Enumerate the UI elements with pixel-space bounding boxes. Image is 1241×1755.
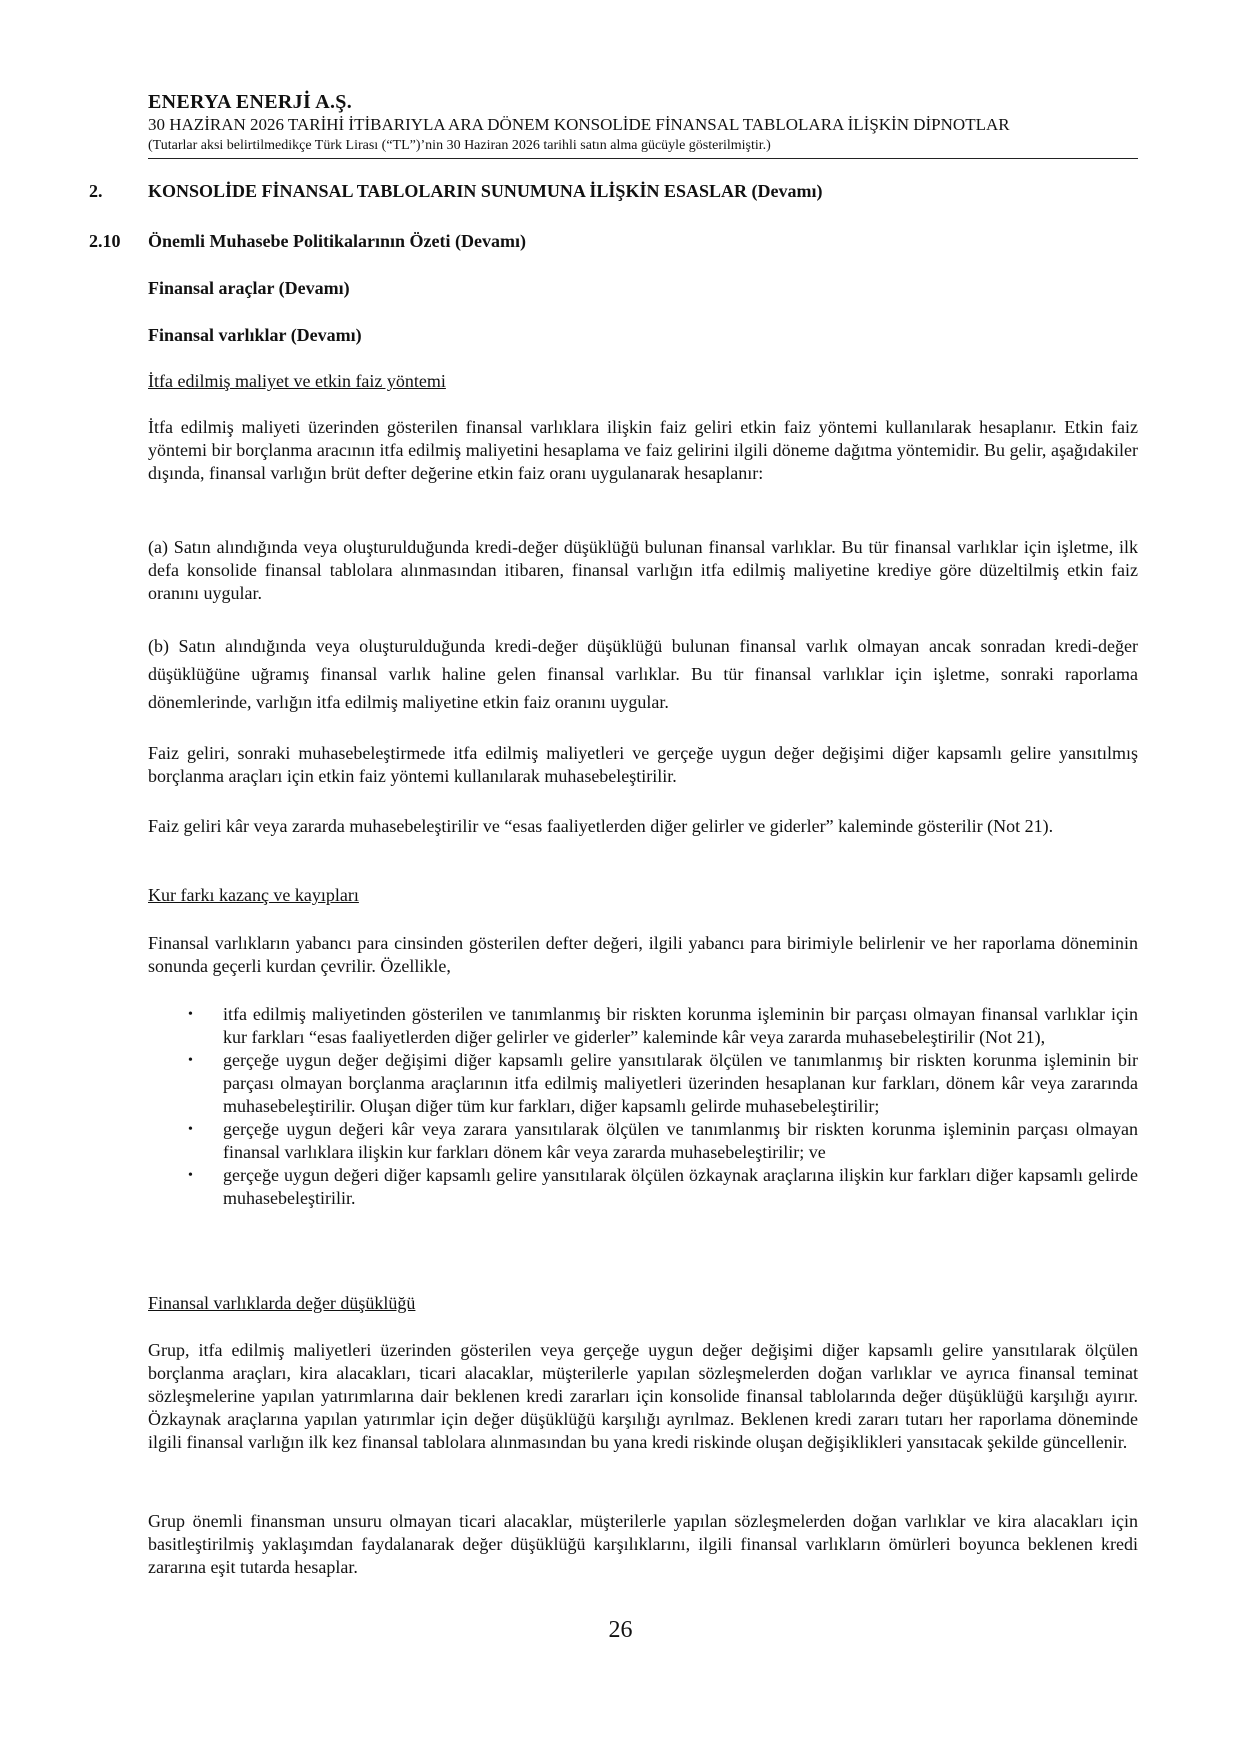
subsection-number: 2.10: [89, 231, 121, 251]
page-number: 26: [608, 1617, 633, 1643]
list-item: [148, 1003, 1138, 1049]
paragraph-item-a: (a) Satın alındığında veya oluşturulduğunda kredi-değer düşüklüğü bulunan finansal varlıklar. Bu tür finansal varlıklar için işletme, ilk defa konsolide finansal tablolara alınmasından itibaren, finansal varlığın itfa edilmiş maliyetine krediye göre düzeltilmiş etkin faiz oranını uygular.: [148, 537, 1138, 603]
fx-bullet-list: [148, 1003, 1138, 1210]
heading-financial-instruments: Finansal araçlar (Devamı): [148, 278, 350, 298]
bullet-icon: •: [188, 1122, 193, 1137]
bullet-text: itfa edilmiş maliyetinden gösterilen ve tanımlanmış bir riskten korunma işleminin bir parçası olmayan finansal varlıklar için kur farkları “esas faaliyetlerden diğer gelirler ve giderler” kaleminde kâr veya zararda muhasebeleştirilir (Not 21),: [223, 1004, 1138, 1047]
bullet-icon: •: [188, 1007, 193, 1022]
paragraph-interest-income: Faiz geliri, sonraki muhasebeleştirmede itfa edilmiş maliyetleri ve gerçeğe uygun değer değişimi diğer kapsamlı gelire yansıtılmış borçlanma araçları için etkin faiz yöntemi kullanılarak muhasebeleştirilir.: [148, 743, 1138, 786]
list-item: [148, 1118, 1138, 1164]
paragraph-interest-profit-loss: Faiz geliri kâr veya zararda muhasebeleştirilir ve “esas faaliyetlerden diğer gelirler ve giderler” kaleminde gösterilir (Not 21).: [148, 816, 1054, 836]
heading-financial-assets: Finansal varlıklar (Devamı): [148, 325, 362, 345]
section-title: KONSOLİDE FİNANSAL TABLOLARIN SUNUMUNA İLİŞKİN ESASLAR (Devamı): [148, 181, 823, 201]
page-header: [148, 90, 1138, 154]
bullet-icon: •: [188, 1168, 193, 1183]
heading-impairment: Finansal varlıklarda değer düşüklüğü: [148, 1293, 416, 1313]
heading-amortized-cost: İtfa edilmiş maliyet ve etkin faiz yöntemi: [148, 371, 446, 391]
paragraph-item-b: (b) Satın alındığında veya oluşturulduğunda kredi-değer düşüklüğü bulunan finansal varlık olmayan ancak sonradan kredi-değer düşüklüğüne uğramış finansal varlık haline gelen finansal varlıklar. Bu tür finansal varlıklar için işletme, sonraki raporlama dönemlerinde, varlığın itfa edilmiş maliyetine etkin faiz oranını uygular.: [148, 636, 1138, 712]
list-item: [148, 1164, 1138, 1210]
bullet-text: gerçeğe uygun değeri kâr veya zarara yansıtılarak ölçülen ve tanımlanmış bir riskten korunma işleminin parçası olmayan finansal varlıklara ilişkin kur farkları dönem kâr veya zararda muhasebeleştirilir; ve: [223, 1119, 1138, 1162]
header-rule: [148, 158, 1138, 159]
bullet-icon: •: [188, 1053, 193, 1068]
section-number: 2.: [89, 181, 103, 201]
report-title: 30 HAZİRAN 2026 TARİHİ İTİBARIYLA ARA DÖNEM KONSOLİDE FİNANSAL TABLOLARA İLİŞKİN DİPNOTLAR: [148, 115, 1010, 134]
currency-note: (Tutarlar aksi belirtilmedikçe Türk Lirası (“TL”)’nin 30 Haziran 2026 tarihli satın alma gücüyle gösterilmiştir.): [148, 138, 771, 153]
company-name: ENERYA ENERJİ A.Ş.: [148, 91, 353, 113]
heading-fx-gains-losses: Kur farkı kazanç ve kayıpları: [148, 885, 359, 905]
list-item: [148, 1049, 1138, 1118]
subsection-title: Önemli Muhasebe Politikalarının Özeti (Devamı): [148, 231, 526, 251]
bullet-text: gerçeğe uygun değeri diğer kapsamlı gelire yansıtılarak ölçülen özkaynak araçlarına ilişkin kur farkları diğer kapsamlı gelirde muhasebeleştirilir.: [223, 1165, 1138, 1208]
paragraph-simplified-approach: Grup önemli finansman unsuru olmayan ticari alacaklar, müşterilerle yapılan sözleşmelerden doğan varlıklar ve kira alacakları için basitleştirilmiş yaklaşımdan faydalanarak değer düşüklüğü karşılıklarını, ilgili finansal varlıkların ömürleri boyunca beklenen kredi zararına eşit tutarda hesaplar.: [148, 1511, 1138, 1577]
paragraph-fx-intro: Finansal varlıkların yabancı para cinsinden gösterilen defter değeri, ilgili yabancı para birimiyle belirlenir ve her raporlama döneminin sonunda geçerli kurdan çevrilir. Özellikle,: [148, 933, 1138, 976]
paragraph-impairment: Grup, itfa edilmiş maliyetleri üzerinden gösterilen veya gerçeğe uygun değer değişimi diğer kapsamlı gelire yansıtılarak ölçülen borçlanma araçları, kira alacakları, ticari alacaklar, müşterilerle yapılan sözleşmelerden doğan varlıklar ve ayrıca finansal teminat sözleşmelerine yapılan yatırımlarına dair beklenen kredi zararları için konsolide finansal tablolarında değer düşüklüğü karşılığı ayırır. Özkaynak araçlarına yapılan yatırımlar için değer düşüklüğü karşılığı ayrılmaz. Beklenen kredi zararı tutarı her raporlama döneminde ilgili finansal varlığın ilk kez finansal tablolara alınmasından bu yana kredi riskinde oluşan değişiklikleri yansıtacak şekilde güncellenir.: [148, 1340, 1138, 1452]
bullet-text: gerçeğe uygun değer değişimi diğer kapsamlı gelire yansıtılarak ölçülen ve tanımlanmış bir riskten korunma işleminin bir parçası olmayan borçlanma araçlarının itfa edilmiş maliyetleri üzerinden hesaplanan kur farkları, dönem kâr veya zararında muhasebeleştirilir. Oluşan diğer tüm kur farkları, diğer kapsamlı gelirde muhasebeleştirilir;: [223, 1050, 1138, 1116]
paragraph-amortized-cost: İtfa edilmiş maliyeti üzerinden gösterilen finansal varlıklara ilişkin faiz geliri etkin faiz yöntemi kullanılarak hesaplanır. Etkin faiz yöntemi bir borçlanma aracının itfa edilmiş maliyetini hesaplama ve faiz gelirini ilgili döneme dağıtma yöntemidir. Bu gelir, aşağıdakiler dışında, finansal varlığın brüt defter değerine etkin faiz oranı uygulanarak hesaplanır:: [148, 417, 1138, 483]
